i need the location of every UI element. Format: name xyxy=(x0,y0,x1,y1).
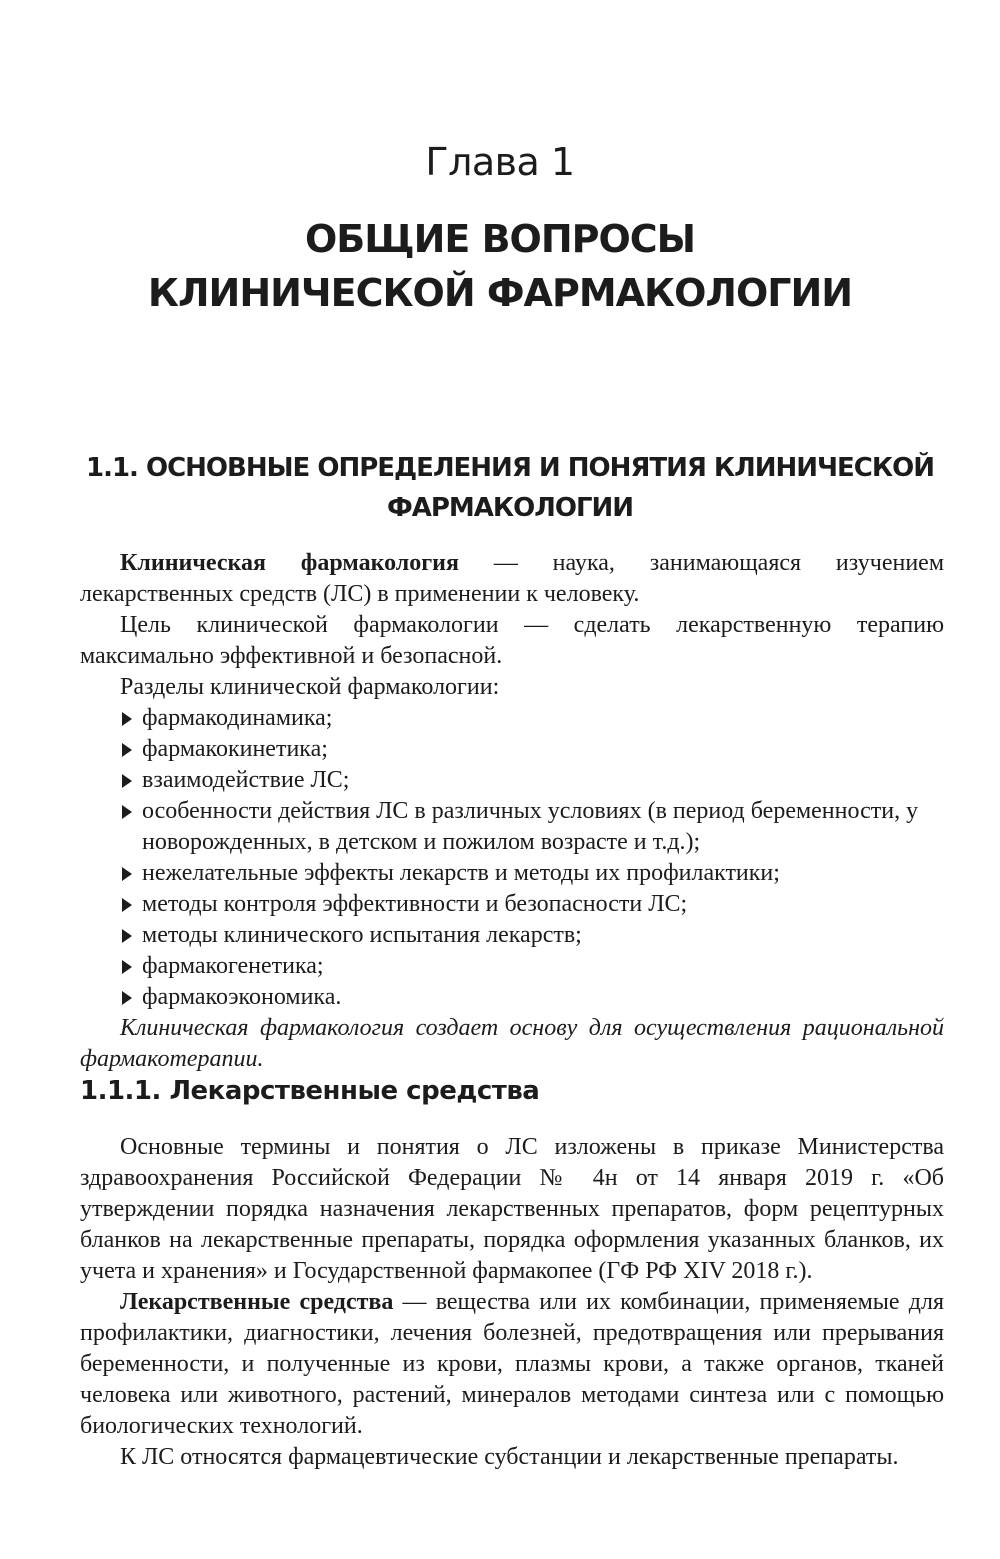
triangle-bullet-icon xyxy=(122,960,132,974)
list-item-text: фармакоэкономика. xyxy=(142,984,342,1010)
chapter-title-line-2: КЛИНИЧЕСКОЙ ФАРМАКОЛОГИИ xyxy=(147,271,853,315)
list-item xyxy=(80,858,944,889)
drugs-definition-text: — вещества или их комбинации, применяемые для профилактики, диагностики, лечения болезней, предотвращения или прерывания беременности, и полученные из крови, плазмы крови, а также органов, тканей человека или животного, растений, минералов методами синтеза или с помощью биологических технологий. xyxy=(80,1289,944,1439)
list-item xyxy=(80,920,944,951)
subsection-paragraph-1: Основные термины и понятия о ЛС изложены в приказе Министерства здравоохранения Российской Федерации № 4н от 14 января 2019 г. «Об утверждении порядка назначения лекарственных препаратов, форм рецептурных бланков на лекарственные препараты, порядка оформления указанных бланков, их учета и хранения» и Государственной фармакопее (ГФ РФ XIV 2018 г.). xyxy=(80,1134,944,1284)
section-body xyxy=(80,548,944,1075)
list-item xyxy=(80,734,944,765)
section-title xyxy=(60,448,960,528)
sections-intro: Разделы клинической фармакологии: xyxy=(120,674,500,700)
definition-term: Клиническая фармакология xyxy=(120,550,459,576)
drugs-term: Лекарственные средства xyxy=(120,1289,394,1315)
triangle-bullet-icon xyxy=(122,991,132,1005)
section-title-line-1: 1.1. ОСНОВНЫЕ ОПРЕДЕЛЕНИЯ И ПОНЯТИЯ КЛИНИЧЕСКОЙ xyxy=(85,453,935,483)
subsection-title: 1.1.1. Лекарственные средства xyxy=(80,1076,540,1106)
definition-text: — наука, занимающаяся изучением лекарственных средств (ЛС) в применении к человеку. xyxy=(80,550,945,607)
subsection-paragraph-3: К ЛС относятся фармацевтические субстанции и лекарственные препараты. xyxy=(120,1444,899,1470)
list-item-text: методы клинического испытания лекарств; xyxy=(142,922,582,948)
triangle-bullet-icon xyxy=(122,929,132,943)
list-item-text: методы контроля эффективности и безопасности ЛС; xyxy=(142,891,688,917)
sections-list xyxy=(80,703,944,1013)
list-item-text: нежелательные эффекты лекарств и методы их профилактики; xyxy=(142,860,780,886)
list-item xyxy=(80,889,944,920)
goal-paragraph: Цель клинической фармакологии — сделать лекарственную терапию максимально эффективной и безопасной. xyxy=(80,612,944,669)
subsection-body xyxy=(80,1132,944,1473)
triangle-bullet-icon xyxy=(122,774,132,788)
list-item-text: фармакогенетика; xyxy=(142,953,324,979)
list-item xyxy=(80,796,944,858)
triangle-bullet-icon xyxy=(122,867,132,881)
list-item xyxy=(80,982,944,1013)
list-item xyxy=(80,951,944,982)
triangle-bullet-icon xyxy=(122,805,132,819)
italic-note: Клиническая фармакология создает основу для осуществления рациональной фармакотерапии. xyxy=(80,1015,944,1072)
chapter-title-line-1: ОБЩИЕ ВОПРОСЫ xyxy=(304,217,696,261)
triangle-bullet-icon xyxy=(122,898,132,912)
triangle-bullet-icon xyxy=(122,712,132,726)
list-item xyxy=(80,765,944,796)
triangle-bullet-icon xyxy=(122,743,132,757)
chapter-label: Глава 1 xyxy=(425,140,575,184)
list-item-text: фармакодинамика; xyxy=(142,705,333,731)
list-item xyxy=(80,703,944,734)
definition-paragraph xyxy=(80,548,944,610)
list-item-text: фармакокинетика; xyxy=(142,736,328,762)
chapter-title xyxy=(0,212,1000,320)
subsection-paragraph-2 xyxy=(80,1287,944,1442)
list-item-text: взаимодействие ЛС; xyxy=(142,767,350,793)
list-item-text: особенности действия ЛС в различных условиях (в период беременности, у новорожденных, в детском и пожилом возрасте и т.д.); xyxy=(142,798,919,855)
section-title-line-2: ФАРМАКОЛОГИИ xyxy=(386,493,634,523)
